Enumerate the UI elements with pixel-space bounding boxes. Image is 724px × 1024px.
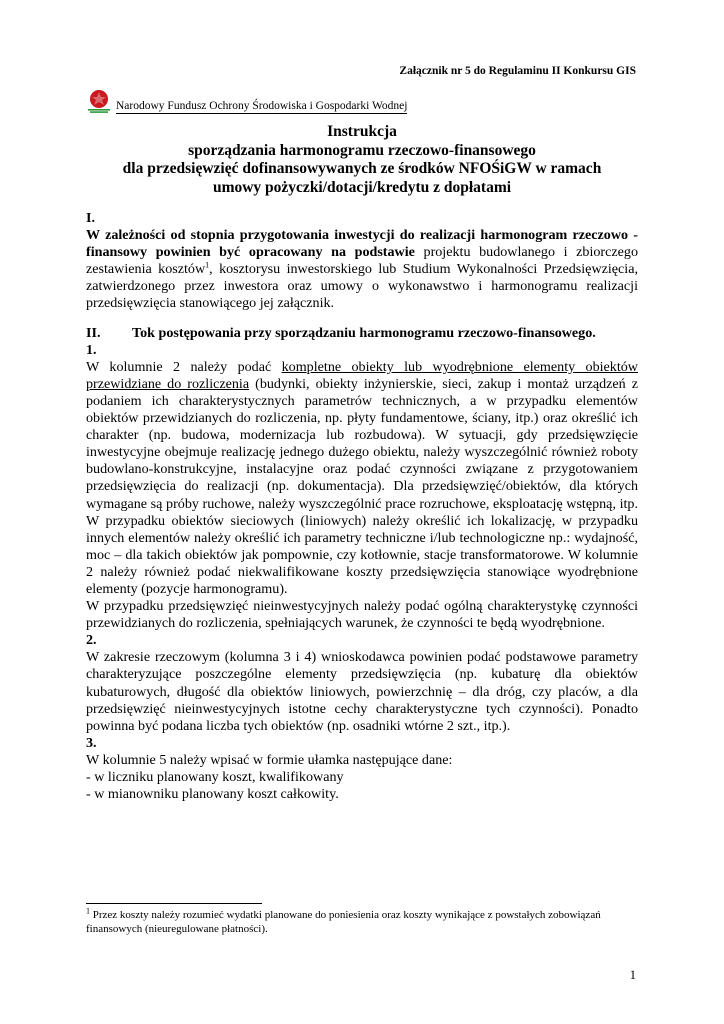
section-2-heading	[86, 325, 638, 342]
fund-name: Narodowy Fundusz Ochrony Środowiska i Gospodarki Wodnej	[116, 100, 408, 112]
fund-header	[86, 88, 407, 114]
document-body	[86, 210, 638, 803]
title-line: sporządzania harmonogramu rzeczowo-finansowego	[188, 141, 536, 159]
item-3-bullet: - w liczniku planowany koszt, kwalifikowany	[86, 769, 344, 785]
title-line: Instrukcja	[327, 123, 397, 140]
title-line: dla przedsięwzięć dofinansowywanych ze środków NFOŚiGW w ramach	[122, 160, 602, 177]
section-1-text-a: projektu budowlanego i zbiorczego zestawienia kosztów	[86, 244, 638, 278]
item-2-paragraph: W zakresie rzeczowym (kolumna 3 i 4) wnioskodawca powinien podać podstawowe parametry charakteryzujące poszczególne elementy przedsięwzięcia (np. kubaturę dla obiektów kubaturowych, długość dla obiektów liniowych, powierzchnię – dla dróg, czy placów, a dla przedsięwzięć nieinwestycyjnych istotne cechy charakterystyczne tych czynności). Ponadto powinna być podana liczba tych obiektów (np. osadniki wtórne 2 szt., itp.).	[86, 649, 638, 734]
footnote-text: Przez koszty należy rozumieć wydatki planowane do poniesienia oraz koszty wynikające z powstałych zobowiązań finansowych (nieuregulowane płatności).	[86, 909, 601, 935]
document-title	[86, 123, 638, 197]
section-1-bold-text: W zależności od stopnia przygotowania inwestycji do realizacji harmonogram rzeczowo - finansowy powinien być opracowany na podstawie	[86, 227, 638, 261]
footnote-number: 1	[86, 906, 90, 916]
item-1-underlined: kompletne obiekty lub wyodrębnione elementy obiektów przewidziane do rozliczenia	[86, 358, 638, 392]
footnote-ref: 1	[205, 260, 210, 270]
item-3-bullet: - w mianowniku planowany koszt całkowity.	[86, 786, 339, 803]
item-2-number: 2.	[86, 632, 97, 649]
item-1-paragraph-2: W przypadku przedsięwzięć nieinwestycyjnych należy podać ogólną charakterystykę czynności przewidzianych do rozliczenia, spełniających warunek, że czynności te będą wyodrębnione.	[86, 598, 638, 632]
item-3-intro: W kolumnie 5 należy wpisać w formie ułamka następujące dane:	[86, 751, 453, 768]
item-1-text-b: (budynki, obiekty inżynierskie, sieci, zakup i montaż urządzeń z podaniem ich charakterystycznych parametrów technicznych, a w przypadku elementów obiektów przewidzianych do rozliczenia, np. płyty fundamentowe, ściany, itp.) oraz określić ich charakter (np. budowa, modernizacja lub rozbudowa). W sytuacji, gdy przedsięwzięcie inwestycyjne obejmuje realizację jednego dużego obiektu, należy wyszczególnić również roboty budowlano-konstrukcyjne, instalacyjne oraz podać czynności związane z przygotowaniem przedsięwzięcia do realizacji (np. dokumentacja). Dla przedsięwzięć/obiektów, dla których wymagane są próby ruchowe, należy wyszczególnić prace rozruchowe, eksploatację wstępną, itp. W przypadku obiektów sieciowych (liniowych) należy określić ich lokalizację, w przypadku innych elementów należy określić ich parametry techniczne i/lub technologiczne np.: wydajność, moc – dla takich obiektów jak pompownie, czy kotłownie, stacje transformatorowe. W kolumnie 2 należy również podać niekwalifikowane koszty przedsięwzięcia stanowiące wyodrębnione elementy (pozycje harmonogramu).	[86, 375, 638, 597]
footnote	[86, 906, 638, 936]
section-2-title: Tok postępowania przy sporządzaniu harmonogramu rzeczowo-finansowego.	[132, 324, 596, 341]
section-2-number: II.	[86, 324, 101, 341]
item-3-number: 3.	[86, 734, 97, 751]
item-1-text-a: W kolumnie 2 należy podać	[86, 358, 282, 375]
title-line: umowy pożyczki/dotacji/kredytu z dopłatami	[212, 178, 512, 196]
section-1-text-b: , kosztorysu inwestorskiego lub Studium Wykonalności Przedsięwzięcia, zatwierdzonego przez inwestora oraz umowy o wykonawstwo i harmonogramu realizacji przedsięwzięcia stanowiącego jej załącznik.	[86, 261, 638, 312]
nfosigw-logo-icon	[86, 88, 112, 114]
footnote-divider	[86, 903, 262, 904]
section-1-number: I.	[86, 210, 96, 226]
item-1-number: 1.	[86, 341, 97, 358]
page-number: 1	[629, 968, 636, 982]
item-1-paragraph	[86, 359, 638, 598]
section-1-paragraph	[86, 227, 638, 312]
annex-label: Załącznik nr 5 do Regulaminu II Konkursu GIS	[399, 65, 636, 77]
